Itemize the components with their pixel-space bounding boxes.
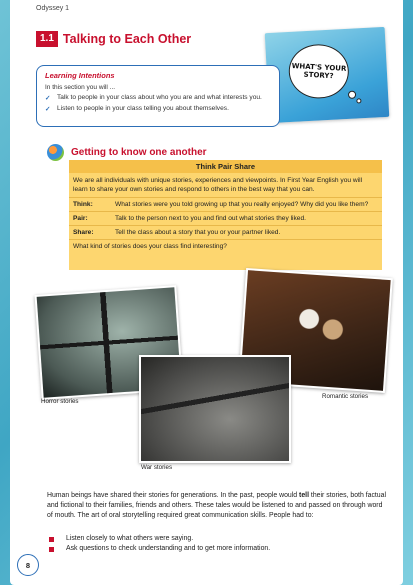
body-text-part: their stories, both factual and fictional to their families, friends and others. These tales would be listened to and passed on through word of mouth. The art of oral storytelling required great communication skills. People had to:	[47, 492, 387, 519]
tps-footer: What kind of stories does your class find interesting?	[73, 243, 227, 250]
header-label: Odyssey 1	[36, 5, 70, 12]
section-heading: Talking to Each Other	[62, 32, 192, 46]
list-item	[49, 544, 389, 554]
subsection-title	[47, 144, 207, 161]
thought-dot-icon	[348, 91, 356, 99]
tps-key: Think:	[73, 201, 93, 208]
tps-intro: We are all individuals with unique stories, experiences and viewpoints. In First Year English you will learn to share your own stories and respond to others in the best way that you can.	[69, 173, 382, 198]
thought-dot-icon	[356, 98, 361, 103]
learning-intention-text: Talk to people in your class about who you are and what interests you.	[57, 94, 262, 101]
horror-caption: Horror stories	[41, 398, 79, 405]
learning-intentions-title: Learning Intentions	[45, 71, 115, 80]
tps-value: Talk to the person next to you and find out what stories they liked.	[115, 215, 306, 222]
tps-heading: Think Pair Share	[69, 160, 382, 173]
romantic-caption: Romantic stories	[322, 393, 369, 400]
section-title	[36, 31, 191, 47]
tps-value: Tell the class about a story that you or your partner liked.	[115, 229, 281, 236]
tps-row-share	[69, 226, 382, 240]
learning-intentions-intro: In this section you will ...	[45, 84, 116, 91]
bullet-list	[49, 534, 389, 554]
learning-intention-item	[45, 105, 271, 113]
bullet-square-icon	[49, 537, 54, 542]
body-text-part: Human beings have shared their stories for generations. In the past, people would	[47, 492, 300, 499]
check-icon: ✓	[45, 106, 51, 113]
soldier-image	[141, 357, 289, 461]
learning-intention-item	[45, 94, 271, 102]
globe-icon	[47, 144, 64, 161]
page-number: 8	[17, 554, 39, 576]
tps-row-think	[69, 198, 382, 212]
whats-your-story-graphic	[265, 27, 390, 123]
think-pair-share-box	[69, 160, 382, 270]
list-item-text: Ask questions to check understanding and to get more information.	[66, 545, 271, 552]
tps-row-pair	[69, 212, 382, 226]
tps-key: Share:	[73, 229, 94, 236]
check-icon: ✓	[45, 95, 51, 102]
list-item-text: Listen closely to what others were saying.	[66, 535, 194, 542]
learning-intention-text: Listen to people in your class telling you about themselves.	[57, 105, 229, 112]
bullet-square-icon	[49, 547, 54, 552]
war-caption: War stories	[141, 464, 173, 471]
tps-value: What stories were you told growing up that you really enjoyed? Why did you like them?	[115, 201, 369, 208]
speech-bubble: WHAT'S YOUR STORY?	[287, 43, 350, 100]
section-number: 1.1	[36, 31, 58, 47]
page	[10, 0, 403, 585]
body-bold-word: tell	[299, 492, 310, 499]
learning-intentions-box	[36, 65, 280, 127]
body-paragraph	[47, 491, 387, 521]
list-item	[49, 534, 389, 544]
tps-key: Pair:	[73, 215, 88, 222]
subsection-heading: Getting to know one another	[71, 147, 207, 158]
war-photo	[139, 355, 291, 463]
